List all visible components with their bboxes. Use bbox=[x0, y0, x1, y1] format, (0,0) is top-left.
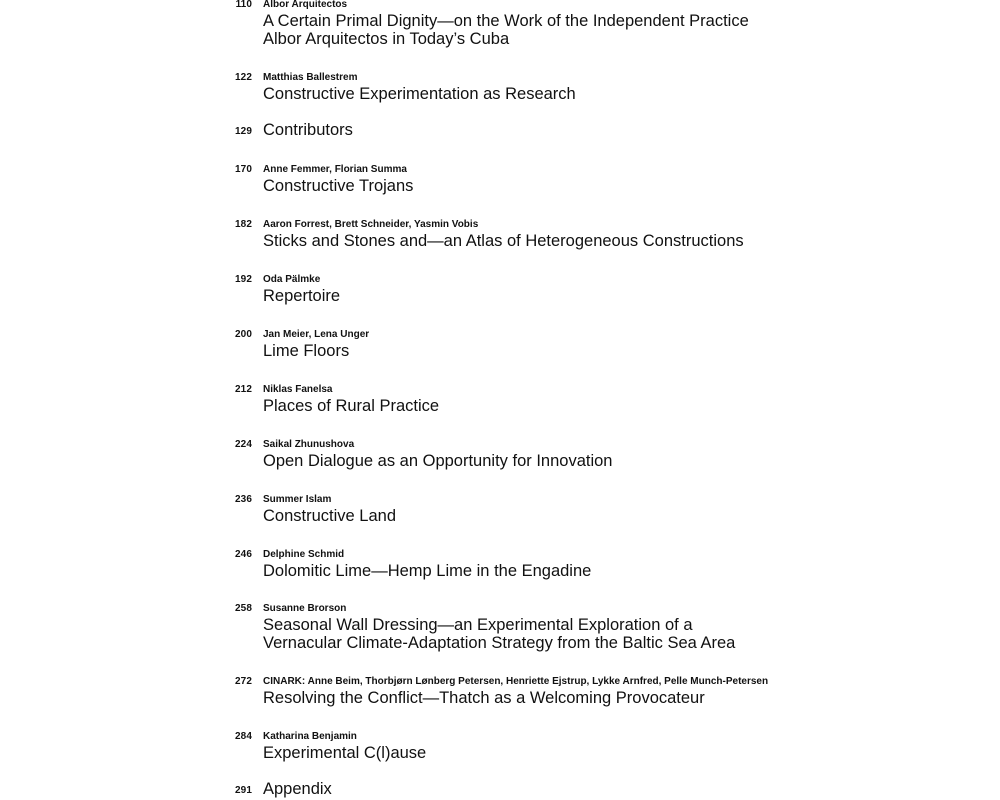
entry-title: Repertoire bbox=[263, 287, 341, 305]
page-number: 272 bbox=[235, 676, 252, 687]
page-number: 284 bbox=[235, 731, 252, 742]
entry-title: Constructive Experimentation as Research bbox=[263, 85, 576, 103]
entry-title: Experimental C(l)ause bbox=[263, 744, 427, 762]
page-number: 258 bbox=[235, 603, 252, 614]
entry-title: Albor Arquitectos in Today’s Cuba bbox=[263, 30, 510, 48]
entry-author: Summer Islam bbox=[263, 494, 332, 505]
page-number: 246 bbox=[235, 549, 252, 560]
entry-title: A Certain Primal Dignity—on the Work of the Independent Practice bbox=[263, 12, 749, 30]
entry-title: Dolomitic Lime—Hemp Lime in the Engadine bbox=[263, 562, 592, 580]
entry-author: Albor Arquitectos bbox=[263, 0, 348, 10]
page-number: 224 bbox=[235, 439, 252, 450]
entry-title: Open Dialogue as an Opportunity for Innovation bbox=[263, 452, 613, 470]
page-number: 192 bbox=[235, 274, 252, 285]
entry-title: Lime Floors bbox=[263, 342, 350, 360]
entry-author: Katharina Benjamin bbox=[263, 731, 357, 742]
page-number: 170 bbox=[235, 164, 252, 175]
entry-title: Places of Rural Practice bbox=[263, 397, 440, 415]
entry-title: Sticks and Stones and—an Atlas of Heterogeneous Constructions bbox=[263, 232, 744, 250]
entry-author: Susanne Brorson bbox=[263, 603, 347, 614]
entry-author: CINARK: Anne Beim, Thorbjørn Lønberg Petersen, Henriette Ejstrup, Lykke Arnfred, Pelle Munch-Petersen bbox=[263, 676, 769, 687]
entry-author: Niklas Fanelsa bbox=[263, 384, 333, 395]
page-number: 129 bbox=[235, 126, 252, 137]
entry-author: Matthias Ballestrem bbox=[263, 72, 358, 83]
page-number: 236 bbox=[235, 494, 252, 505]
entry-title: Constructive Trojans bbox=[263, 177, 414, 195]
page-number: 110 bbox=[235, 0, 252, 10]
entry-author: Aaron Forrest, Brett Schneider, Yasmin Vobis bbox=[263, 219, 479, 230]
entry-title: Resolving the Conflict—Thatch as a Welcoming Provocateur bbox=[263, 689, 705, 707]
entry-title: Appendix bbox=[263, 780, 332, 798]
entry-author: Delphine Schmid bbox=[263, 549, 345, 560]
entry-author: Jan Meier, Lena Unger bbox=[263, 329, 370, 340]
page-number: 182 bbox=[235, 219, 252, 230]
entry-title: Vernacular Climate-Adaptation Strategy from the Baltic Sea Area bbox=[263, 634, 736, 652]
entry-author: Oda Pälmke bbox=[263, 274, 321, 285]
entry-title: Contributors bbox=[263, 121, 353, 139]
entry-title: Seasonal Wall Dressing—an Experimental Exploration of a bbox=[263, 616, 693, 634]
entry-author: Anne Femmer, Florian Summa bbox=[263, 164, 407, 175]
page-number: 122 bbox=[235, 72, 252, 83]
page-number: 291 bbox=[235, 785, 252, 796]
entry-title: Constructive Land bbox=[263, 507, 396, 525]
page-number: 212 bbox=[235, 384, 252, 395]
entry-author: Saikal Zhunushova bbox=[263, 439, 355, 450]
page-number: 200 bbox=[235, 329, 252, 340]
